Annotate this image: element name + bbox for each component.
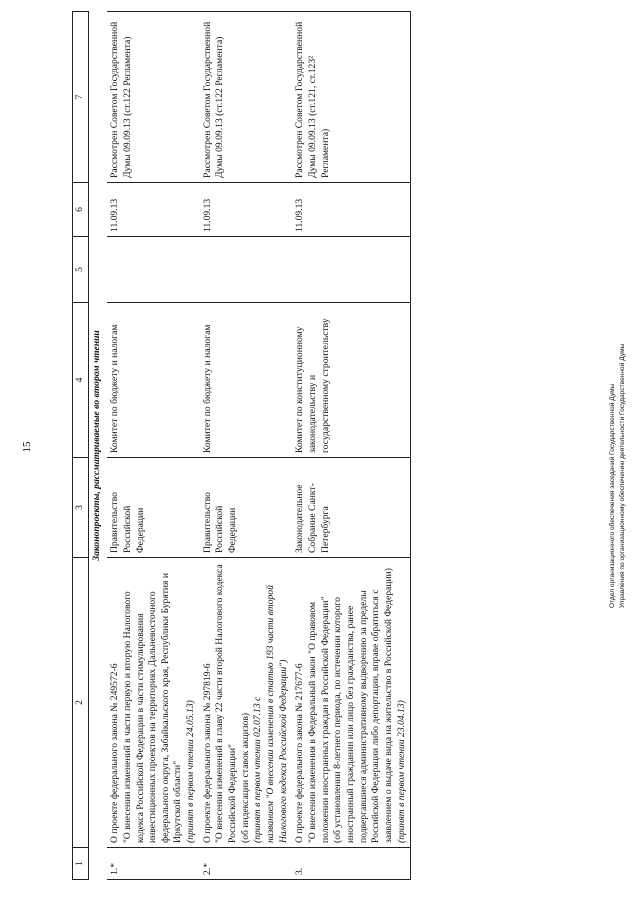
footer-line-department: Отдел организационного обеспечения заседаний Государственной Думы [609,383,616,608]
column-number: 3 [73,458,89,558]
renamed-title-note: названием "О внесении изменения в статью 193 части второй Налогового кодекса Российской Федерации") [265,585,289,843]
bill-number: О проекте федерального закона № 297819-6 [201,663,213,843]
status: Рассмотрен Советом Государственной Думы 09.09.13 (ст.122 Регламента) [107,12,200,183]
row-number: 3. [292,848,410,880]
bill-number: О проекте федерального закона № 217677-6 [294,663,306,843]
column-number: 1 [73,848,89,880]
bill-title: "О внесении изменения в Федеральный закон "О правовом положении иностранных граждан в Российской Федерации" [307,596,331,843]
bill-title: "О внесении изменений в главу 22 части второй Налогового кодекса Российской Федерации" [214,564,239,843]
committee: Комитет по бюджету и налогам [107,303,200,458]
column-number-row [73,12,89,880]
initiator: Правительство Российской Федерации [200,458,293,558]
column-number: 5 [73,237,89,303]
initiator: Правительство Российской Федерации [107,458,200,558]
status: Рассмотрен Советом Государственной Думы 09.09.13 (ст.122 Регламента) [200,12,293,183]
column-number: 2 [73,558,89,848]
section-heading: Законопроекты, рассматриваемые во втором чтении [90,330,102,561]
first-reading-note: (принят в первом чтении 23.04.13) [395,700,407,843]
bill-number: О проекте федерального закона № 249572-6 [109,663,121,843]
section-heading-row [88,12,107,880]
footer-line-directorate: Управления по организационному обеспечению деятельности Государственной Думы [619,343,626,608]
page-footer [607,10,635,610]
column-5 [200,237,293,303]
bill-cell [107,558,200,848]
column-5 [292,237,410,303]
column-5 [107,237,200,303]
bill-title: "О внесении изменений в части первую и вторую Налогового кодекса Российской Федерации в части стимулирования инвестиционных проектов на территориях Дальневосточного федерального округа, Забайкальского края, Республики Бурятия и Иркутской области" [121,572,184,843]
committee: Комитет по бюджету и налогам [200,303,293,458]
column-number: 7 [73,12,89,183]
date: 11.09.13 [200,183,293,237]
bill-cell [200,558,293,848]
column-number: 4 [73,303,89,458]
row-number: 1.* [107,848,200,880]
agenda-table [72,11,411,880]
row-number: 2.* [200,848,293,880]
bill-subject-note: (об индексации ставок акцизов) [239,712,251,843]
bill-subject-note: (об установлении 8-летнего периода, по истечении которого иностранный гражданин или лицо без гражданства, ранее подвергавшиеся административному выдворению за пределы Российской Федерации либо депортации, вправе обратиться с заявлением о выдаче вида на жительство в Российской Федерации) [332,568,394,843]
committee: Комитет по конституционному законодательству и государственному строительству [292,303,410,458]
date: 11.09.13 [292,183,410,237]
date: 11.09.13 [107,183,200,237]
first-reading-note: (принят в первом чтении 02.07.13 с [252,696,264,843]
table-row [107,12,200,880]
table-row [292,12,410,880]
initiator: Законодательное Собрание Санкт-Петербурга [292,458,410,558]
column-number: 6 [73,183,89,237]
page-number: 15 [21,441,33,453]
bill-cell [292,558,410,848]
first-reading-note: (принят в первом чтении 24.05.13) [185,700,197,843]
table-row [200,12,293,880]
status: Рассмотрен Советом Государственной Думы 09.09.13 (ст.121, ст.123² Регламента) [292,12,410,183]
